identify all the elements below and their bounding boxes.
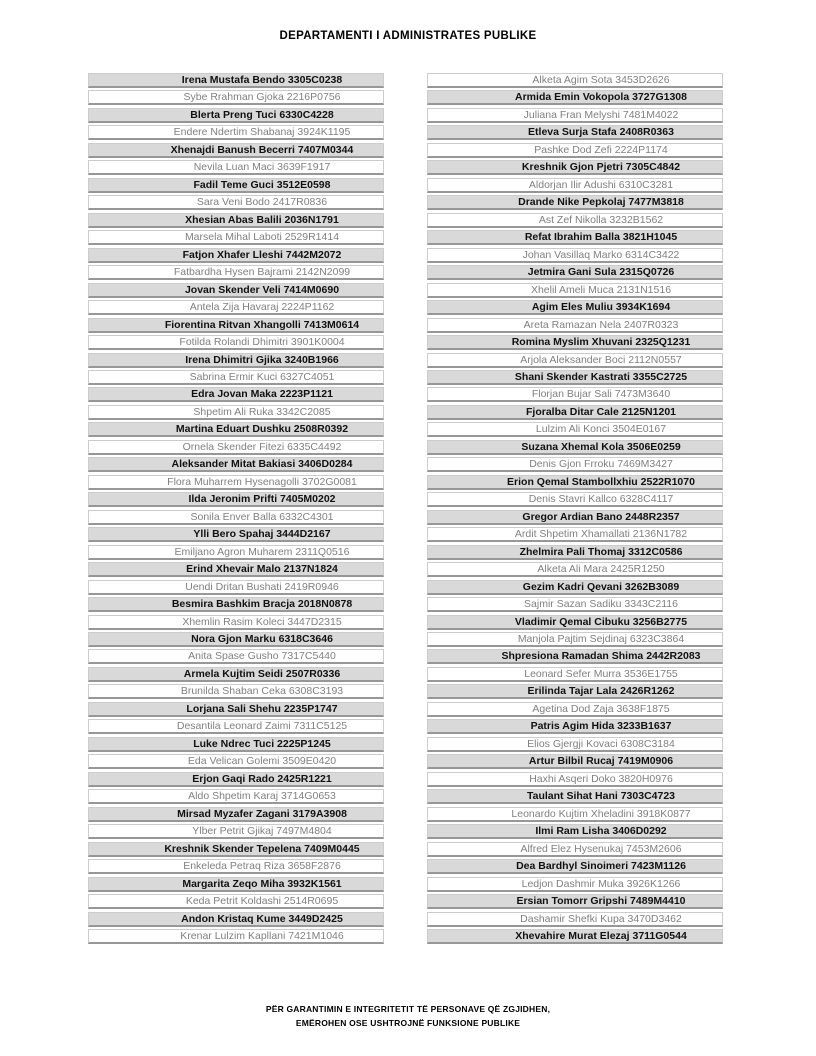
table-row: Shpetim Ali Ruka 3342C2085 [88, 405, 384, 420]
table-row: Juliana Fran Melyshi 7481M4022 [427, 108, 723, 123]
table-row: Ersian Tomorr Gripshi 7489M4410 [427, 894, 723, 909]
name-column-left [88, 73, 384, 946]
table-row: Nora Gjon Marku 6318C3646 [88, 632, 384, 647]
table-row: Areta Ramazan Nela 2407R0323 [427, 318, 723, 333]
table-row: Sara Veni Bodo 2417R0836 [88, 195, 384, 210]
table-row: Ilmi Ram Lisha 3406D0292 [427, 824, 723, 839]
table-row: Armela Kujtim Seidi 2507R0336 [88, 667, 384, 682]
table-row: Ast Zef Nikolla 3232B1562 [427, 213, 723, 228]
table-row: Denis Gjon Frroku 7469M3427 [427, 457, 723, 472]
table-row: Haxhi Asqeri Doko 3820H0976 [427, 772, 723, 787]
table-row: Sonila Enver Balla 6332C4301 [88, 510, 384, 525]
table-row: Xhenajdi Banush Becerri 7407M0344 [88, 143, 384, 158]
table-row: Xhemlin Rasim Koleci 3447D2315 [88, 615, 384, 630]
table-row: Jetmira Gani Sula 2315Q0726 [427, 265, 723, 280]
table-row: Patris Agim Hida 3233B1637 [427, 719, 723, 734]
table-row: Fatjon Xhafer Lleshi 7442M2072 [88, 248, 384, 263]
table-row: Refat Ibrahim Balla 3821H1045 [427, 230, 723, 245]
table-row: Lulzim Ali Konci 3504E0167 [427, 422, 723, 437]
table-row: Arjola Aleksander Boci 2112N0557 [427, 353, 723, 368]
table-row: Besmira Bashkim Bracja 2018N0878 [88, 597, 384, 612]
table-row: Denis Stavri Kallco 6328C4117 [427, 492, 723, 507]
table-row: Leonardo Kujtim Xheladini 3918K0877 [427, 807, 723, 822]
table-row: Shpresiona Ramadan Shima 2442R2083 [427, 649, 723, 664]
table-row: Erion Qemal Stambollxhiu 2522R1070 [427, 475, 723, 490]
table-row: Xhelil Ameli Muca 2131N1516 [427, 283, 723, 298]
table-row: Agim Eles Muliu 3934K1694 [427, 300, 723, 315]
table-row: Leonard Sefer Murra 3536E1755 [427, 667, 723, 682]
table-row: Irena Mustafa Bendo 3305C0238 [88, 73, 384, 88]
table-row: Brunilda Shaban Ceka 6308C3193 [88, 684, 384, 699]
table-row: Vladimir Qemal Cibuku 3256B2775 [427, 615, 723, 630]
table-row: Florjan Bujar Sali 7473M3640 [427, 387, 723, 402]
table-row: Uendi Dritan Bushati 2419R0946 [88, 580, 384, 595]
table-row: Krenar Lulzim Kapllani 7421M1046 [88, 929, 384, 944]
table-row: Shani Skender Kastrati 3355C2725 [427, 370, 723, 385]
table-row: Dashamir Shefki Kupa 3470D3462 [427, 912, 723, 927]
table-row: Alketa Agim Sota 3453D2626 [427, 73, 723, 88]
footer-line-2: EMËROHEN OSE USHTROJNË FUNKSIONE PUBLIKE [295, 1018, 521, 1028]
table-row: Armida Emin Vokopola 3727G1308 [427, 90, 723, 105]
table-row: Margarita Zeqo Miha 3932K1561 [88, 877, 384, 892]
table-row: Jovan Skender Veli 7414M0690 [88, 283, 384, 298]
table-row: Keda Petrit Koldashi 2514R0695 [88, 894, 384, 909]
table-row: Zhelmira Pali Thomaj 3312C0586 [427, 545, 723, 560]
table-row: Drande Nike Pepkolaj 7477M3818 [427, 195, 723, 210]
table-row: Endere Ndertim Shabanaj 3924K1195 [88, 125, 384, 140]
table-row: Flora Muharrem Hysenagolli 3702G0081 [88, 475, 384, 490]
table-row: Suzana Xhemal Kola 3506E0259 [427, 440, 723, 455]
table-row: Enkeleda Petraq Riza 3658F2876 [88, 859, 384, 874]
table-row: Romina Myslim Xhuvani 2325Q1231 [427, 335, 723, 350]
table-row: Kreshnik Gjon Pjetri 7305C4842 [427, 160, 723, 175]
table-row: Ornela Skender Fitezi 6335C4492 [88, 440, 384, 455]
table-row: Pashke Dod Zefi 2224P1174 [427, 143, 723, 158]
table-row: Aleksander Mitat Bakiasi 3406D0284 [88, 457, 384, 472]
table-row: Andon Kristaq Kume 3449D2425 [88, 912, 384, 927]
table-row: Elios Gjergji Kovaci 6308C3184 [427, 737, 723, 752]
table-row: Marsela Mihal Laboti 2529R1414 [88, 230, 384, 245]
table-row: Alketa Ali Mara 2425R1250 [427, 562, 723, 577]
table-row: Gezim Kadri Qevani 3262B3089 [427, 580, 723, 595]
table-row: Fatbardha Hysen Bajrami 2142N2099 [88, 265, 384, 280]
name-column-right [427, 73, 723, 946]
table-row: Sabrina Ermir Kuci 6327C4051 [88, 370, 384, 385]
table-row: Ylber Petrit Gjikaj 7497M4804 [88, 824, 384, 839]
table-row: Fiorentina Ritvan Xhangolli 7413M0614 [88, 318, 384, 333]
table-row: Nevila Luan Maci 3639F1917 [88, 160, 384, 175]
table-row: Kreshnik Skender Tepelena 7409M0445 [88, 842, 384, 857]
table-row: Lorjana Sali Shehu 2235P1747 [88, 702, 384, 717]
table-row: Aldo Shpetim Karaj 3714G0653 [88, 789, 384, 804]
table-row: Edra Jovan Maka 2223P1121 [88, 387, 384, 402]
table-row: Ilda Jeronim Prifti 7405M0202 [88, 492, 384, 507]
table-row: Alfred Elez Hysenukaj 7453M2606 [427, 842, 723, 857]
table-row: Erilinda Tajar Lala 2426R1262 [427, 684, 723, 699]
table-row: Xhesian Abas Balili 2036N1791 [88, 213, 384, 228]
table-row: Emiljano Agron Muharem 2311Q0516 [88, 545, 384, 560]
table-row: Taulant Sihat Hani 7303C4723 [427, 789, 723, 804]
table-row: Artur Bilbil Rucaj 7419M0906 [427, 754, 723, 769]
table-row: Mirsad Myzafer Zagani 3179A3908 [88, 807, 384, 822]
table-row: Antela Zija Havaraj 2224P1162 [88, 300, 384, 315]
table-row: Sajmir Sazan Sadiku 3343C2116 [427, 597, 723, 612]
name-table [88, 73, 723, 946]
table-row: Gregor Ardian Bano 2448R2357 [427, 510, 723, 525]
table-row: Manjola Pajtim Sejdinaj 6323C3864 [427, 632, 723, 647]
table-row: Luke Ndrec Tuci 2225P1245 [88, 737, 384, 752]
table-row: Etleva Surja Stafa 2408R0363 [427, 125, 723, 140]
page-title: DEPARTAMENTI I ADMINISTRATES PUBLIKE [279, 30, 537, 42]
table-row: Ledjon Dashmir Muka 3926K1266 [427, 877, 723, 892]
table-row: Irena Dhimitri Gjika 3240B1966 [88, 353, 384, 368]
table-row: Blerta Preng Tuci 6330C4228 [88, 108, 384, 123]
footer-note [0, 1002, 816, 1030]
table-row: Martina Eduart Dushku 2508R0392 [88, 422, 384, 437]
table-row: Erind Xhevair Malo 2137N1824 [88, 562, 384, 577]
table-row: Sybe Rrahman Gjoka 2216P0756 [88, 90, 384, 105]
table-row: Fotilda Rolandi Dhimitri 3901K0004 [88, 335, 384, 350]
table-row: Fjoralba Ditar Cale 2125N1201 [427, 405, 723, 420]
footer-line-1: PËR GARANTIMIN E INTEGRITETIT TË PERSONAVE QË ZGJIDHEN, [265, 1004, 551, 1014]
table-row: Eda Velican Golemi 3509E0420 [88, 754, 384, 769]
table-row: Ylli Bero Spahaj 3444D2167 [88, 527, 384, 542]
table-row: Dea Bardhyl Sinoimeri 7423M1126 [427, 859, 723, 874]
table-row: Ardit Shpetim Xhamallati 2136N1782 [427, 527, 723, 542]
table-row: Aldorjan Ilir Adushi 6310C3281 [427, 178, 723, 193]
table-row: Desantila Leonard Zaimi 7311C5125 [88, 719, 384, 734]
table-row: Agetina Dod Zaja 3638F1875 [427, 702, 723, 717]
table-row: Anita Spase Gusho 7317C5440 [88, 649, 384, 664]
table-row: Johan Vasillaq Marko 6314C3422 [427, 248, 723, 263]
table-row: Fadil Teme Guci 3512E0598 [88, 178, 384, 193]
table-row: Erjon Gaqi Rado 2425R1221 [88, 772, 384, 787]
table-row: Xhevahire Murat Elezaj 3711G0544 [427, 929, 723, 944]
